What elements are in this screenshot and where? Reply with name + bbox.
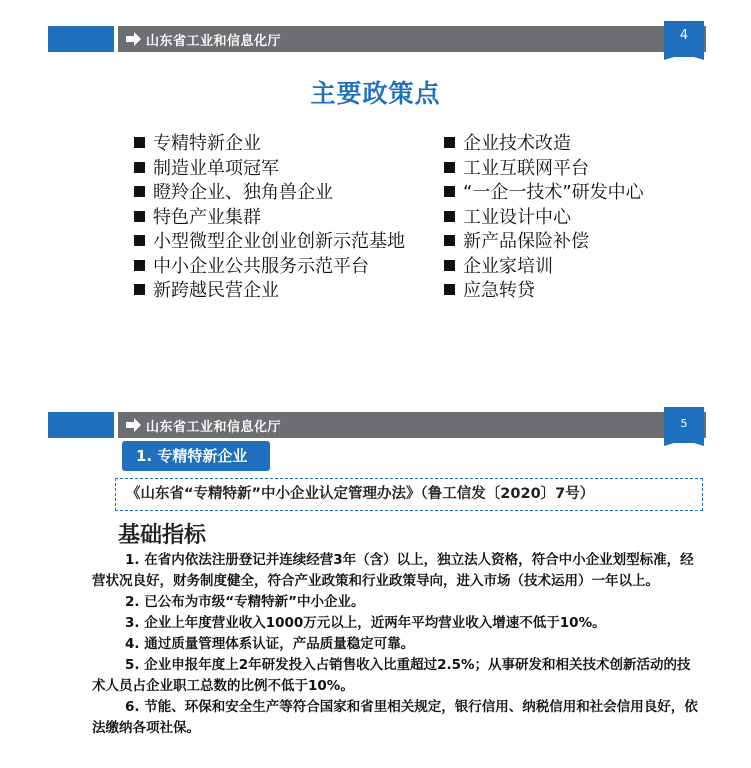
square-bullet-icon xyxy=(444,284,455,295)
slide-header xyxy=(48,412,703,438)
policy-list-right xyxy=(444,132,644,304)
square-bullet-icon xyxy=(444,211,455,222)
square-bullet-icon xyxy=(444,137,455,148)
section-label: 1. 专精特新企业 xyxy=(122,441,270,471)
square-bullet-icon xyxy=(444,186,455,197)
slide-header xyxy=(48,26,703,52)
arrow-right-icon xyxy=(126,32,141,46)
square-bullet-icon xyxy=(134,162,145,173)
list-item: 制造业单项冠军 xyxy=(134,157,405,182)
square-bullet-icon xyxy=(444,260,455,271)
list-item: 特色产业集群 xyxy=(134,206,405,231)
square-bullet-icon xyxy=(134,235,145,246)
criteria-paragraph: 6. 节能、环保和安全生产等符合国家和省里相关规定，银行信用、纳税信用和社会信用良好，依法缴纳各项社保。 xyxy=(92,699,698,736)
slide-4 xyxy=(0,0,751,380)
list-item: “一企一技术”研发中心 xyxy=(444,181,644,206)
page-number: 4 xyxy=(679,28,689,43)
header-accent-block xyxy=(48,412,114,438)
criteria-paragraph: 5. 企业申报年度上2年研发投入占销售收入比重超过2.5%；从事研发和相关技术创新活动的技术人员占企业职工总数的比例不低于10%。 xyxy=(92,657,691,694)
page-number: 5 xyxy=(680,417,688,430)
list-item: 工业互联网平台 xyxy=(444,157,644,182)
criteria-paragraph: 4. 通过质量管理体系认证，产品质量稳定可靠。 xyxy=(125,636,415,652)
square-bullet-icon xyxy=(134,260,145,271)
list-item: 新产品保险补偿 xyxy=(444,230,644,255)
square-bullet-icon xyxy=(134,211,145,222)
org-title: 山东省工业和信息化厅 xyxy=(146,420,282,435)
list-item: 瞪羚企业、独角兽企业 xyxy=(134,181,405,206)
list-item: 专精特新企业 xyxy=(134,132,405,157)
list-item: 小型微型企业创业创新示范基地 xyxy=(134,230,405,255)
square-bullet-icon xyxy=(134,284,145,295)
square-bullet-icon xyxy=(134,186,145,197)
policy-list-left xyxy=(134,132,405,304)
regulation-notice: 《山东省“专精特新”中小企业认定管理办法》（鲁工信发〔2020〕7号） xyxy=(115,478,703,511)
header-accent-block xyxy=(48,26,114,52)
list-item: 企业技术改造 xyxy=(444,132,644,157)
list-item: 中小企业公共服务示范平台 xyxy=(134,255,405,280)
org-title: 山东省工业和信息化厅 xyxy=(146,34,282,49)
criteria-paragraph: 3. 企业上年度营业收入1000万元以上，近两年平均营业收入增速不低于10%。 xyxy=(125,615,606,631)
page-tab-fold xyxy=(664,54,704,60)
page-title: 主要政策点 xyxy=(310,79,441,108)
list-item: 企业家培训 xyxy=(444,255,644,280)
square-bullet-icon xyxy=(444,235,455,246)
list-item: 新跨越民营企业 xyxy=(134,279,405,304)
criteria-paragraph: 2. 已公布为市级“专精特新”中小企业。 xyxy=(125,594,365,610)
slide-5 xyxy=(0,380,751,768)
square-bullet-icon xyxy=(444,162,455,173)
list-item: 工业设计中心 xyxy=(444,206,644,231)
list-item: 应急转贷 xyxy=(444,279,644,304)
page-tab-fold xyxy=(664,440,704,446)
arrow-right-icon xyxy=(126,418,141,432)
criteria-paragraph: 1. 在省内依法注册登记并连续经营3年（含）以上，独立法人资格，符合中小企业划型标准，经营状况良好，财务制度健全，符合产业政策和行业政策导向，进入市场（技术运用）一年以上。 xyxy=(92,552,694,589)
square-bullet-icon xyxy=(134,137,145,148)
basics-heading: 基础指标 xyxy=(118,523,207,548)
criteria-text xyxy=(92,550,702,739)
